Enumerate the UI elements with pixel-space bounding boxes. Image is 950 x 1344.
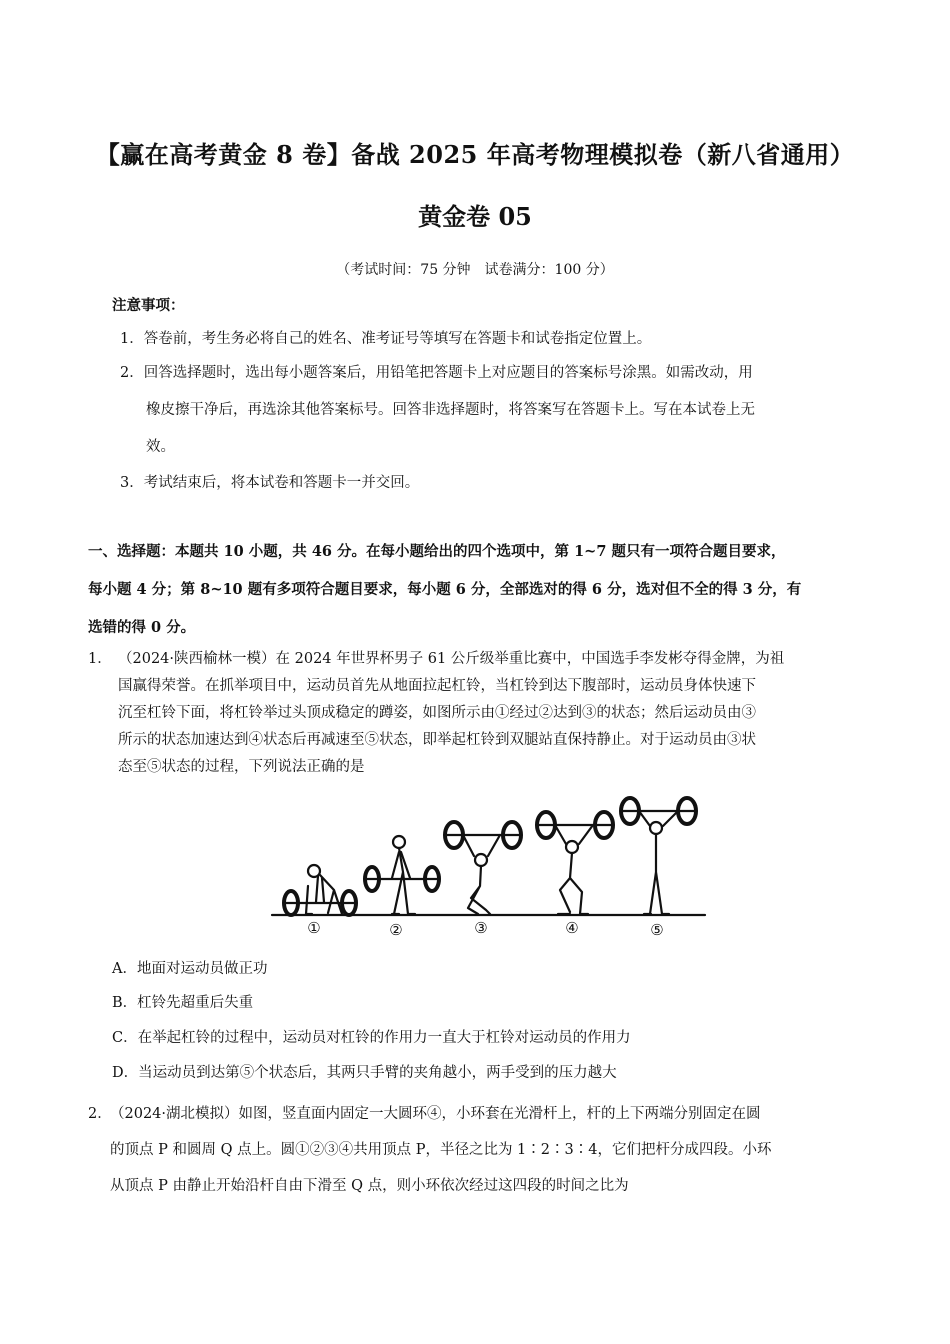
section-line: 选错的得 0 分。	[88, 619, 196, 636]
stage-label: ⑤	[650, 921, 664, 939]
option-c: C．在举起杠铃的过程中，运动员对杠铃的作用力一直大于杠铃对运动员的作用力	[112, 1030, 631, 1046]
notice-item-text: 考试结束后，将本试卷和答题卡一并交回。	[143, 475, 420, 491]
question-number: 2．	[88, 1106, 112, 1122]
stem-line: （2024·湖北模拟）如图，竖直面内固定一大圆环④，小环套在光滑杆上，杆的上下两端分别固定在圆	[110, 1106, 761, 1122]
lifter-stage-1	[284, 865, 356, 915]
notice-item-cont: 效。	[146, 439, 175, 455]
page-subtitle: 黄金卷 05	[418, 202, 532, 231]
page-title: 【赢在高考黄金 8 卷】备战 2025 年高考物理模拟卷（新八省通用）	[95, 140, 855, 169]
notice-item-num: 1．	[120, 331, 144, 347]
exam-meta: （考试时间：75 分钟 试卷满分：100 分）	[336, 262, 614, 278]
stem-line: 沉至杠铃下面，将杠铃举过头顶成稳定的蹲姿，如图所示由①经过②达到③的状态；然后运动员由③	[118, 705, 756, 721]
notice-item	[120, 356, 753, 390]
stage-label: ④	[565, 919, 579, 937]
section-line: 每小题 4 分；第 8~10 题有多项符合题目要求，每小题 6 分，全部选对的得 6 分，选对但不全的得 3 分，有	[88, 581, 802, 598]
notice-heading: 注意事项：	[112, 297, 185, 314]
option-a: A．地面对运动员做正功	[112, 961, 268, 977]
question-1-stem	[118, 646, 878, 781]
section-heading	[88, 533, 868, 647]
stem-line: 所示的状态加速达到④状态后再减速至⑤状态，即举起杠铃到双腿站直保持静止。对于运动员由③状	[118, 732, 756, 748]
notice-item-text: 回答选择题时，选出每小题答案后，用铅笔把答题卡上对应题目的答案标号涂黑。如需改动，用	[143, 365, 753, 381]
stem-line: 国赢得荣誉。在抓举项目中，运动员首先从地面拉起杠铃，当杠铃到达下腹部时，运动员身体快速下	[118, 678, 756, 694]
stem-line: 的顶点 P 和圆周 Q 点上。圆①②③④共用顶点 P，半径之比为 1∶2∶3∶4，它们把杆分成四段。小环	[110, 1142, 772, 1158]
notice-item-cont: 橡皮擦干净后，再选涂其他答案标号。回答非选择题时，将答案写在答题卡上。写在本试卷上无	[146, 402, 755, 418]
lifter-stage-5	[621, 798, 696, 914]
lifter-stage-4	[537, 812, 613, 914]
lifter-stage-3	[445, 822, 521, 914]
section-line: 一、选择题：本题共 10 小题，共 46 分。在每小题给出的四个选项中，第 1~7 题只有一项符合题目要求，	[88, 543, 786, 560]
weightlifting-figure	[268, 790, 718, 945]
option-d: D．当运动员到达第⑤个状态后，其两只手臂的夹角越小，两手受到的压力越大	[112, 1065, 617, 1081]
question-number: 1．	[88, 651, 112, 667]
lifter-stage-2	[365, 836, 439, 914]
stem-line: 从顶点 P 由静止开始沿杆自由下滑至 Q 点，则小环依次经过这四段的时间之比为	[110, 1178, 629, 1194]
stage-label: ②	[389, 921, 403, 939]
notice-item	[120, 466, 419, 500]
option-b: B．杠铃先超重后失重	[112, 995, 254, 1011]
stem-line: 态至⑤状态的过程，下列说法正确的是	[118, 759, 365, 775]
stem-line: （2024·陕西榆林一模）在 2024 年世界杯男子 61 公斤级举重比赛中，中国选手李发彬夺得金牌，为祖	[118, 651, 785, 667]
notice-item-num: 3．	[120, 475, 144, 491]
stage-label: ①	[307, 919, 321, 937]
question-2-stem	[110, 1096, 870, 1204]
stage-label: ③	[474, 919, 488, 937]
notice-item-num: 2．	[120, 365, 144, 381]
notice-item-text: 答卷前，考生务必将自己的姓名、准考证号等填写在答题卡和试卷指定位置上。	[143, 331, 652, 347]
notice-item	[120, 322, 651, 356]
